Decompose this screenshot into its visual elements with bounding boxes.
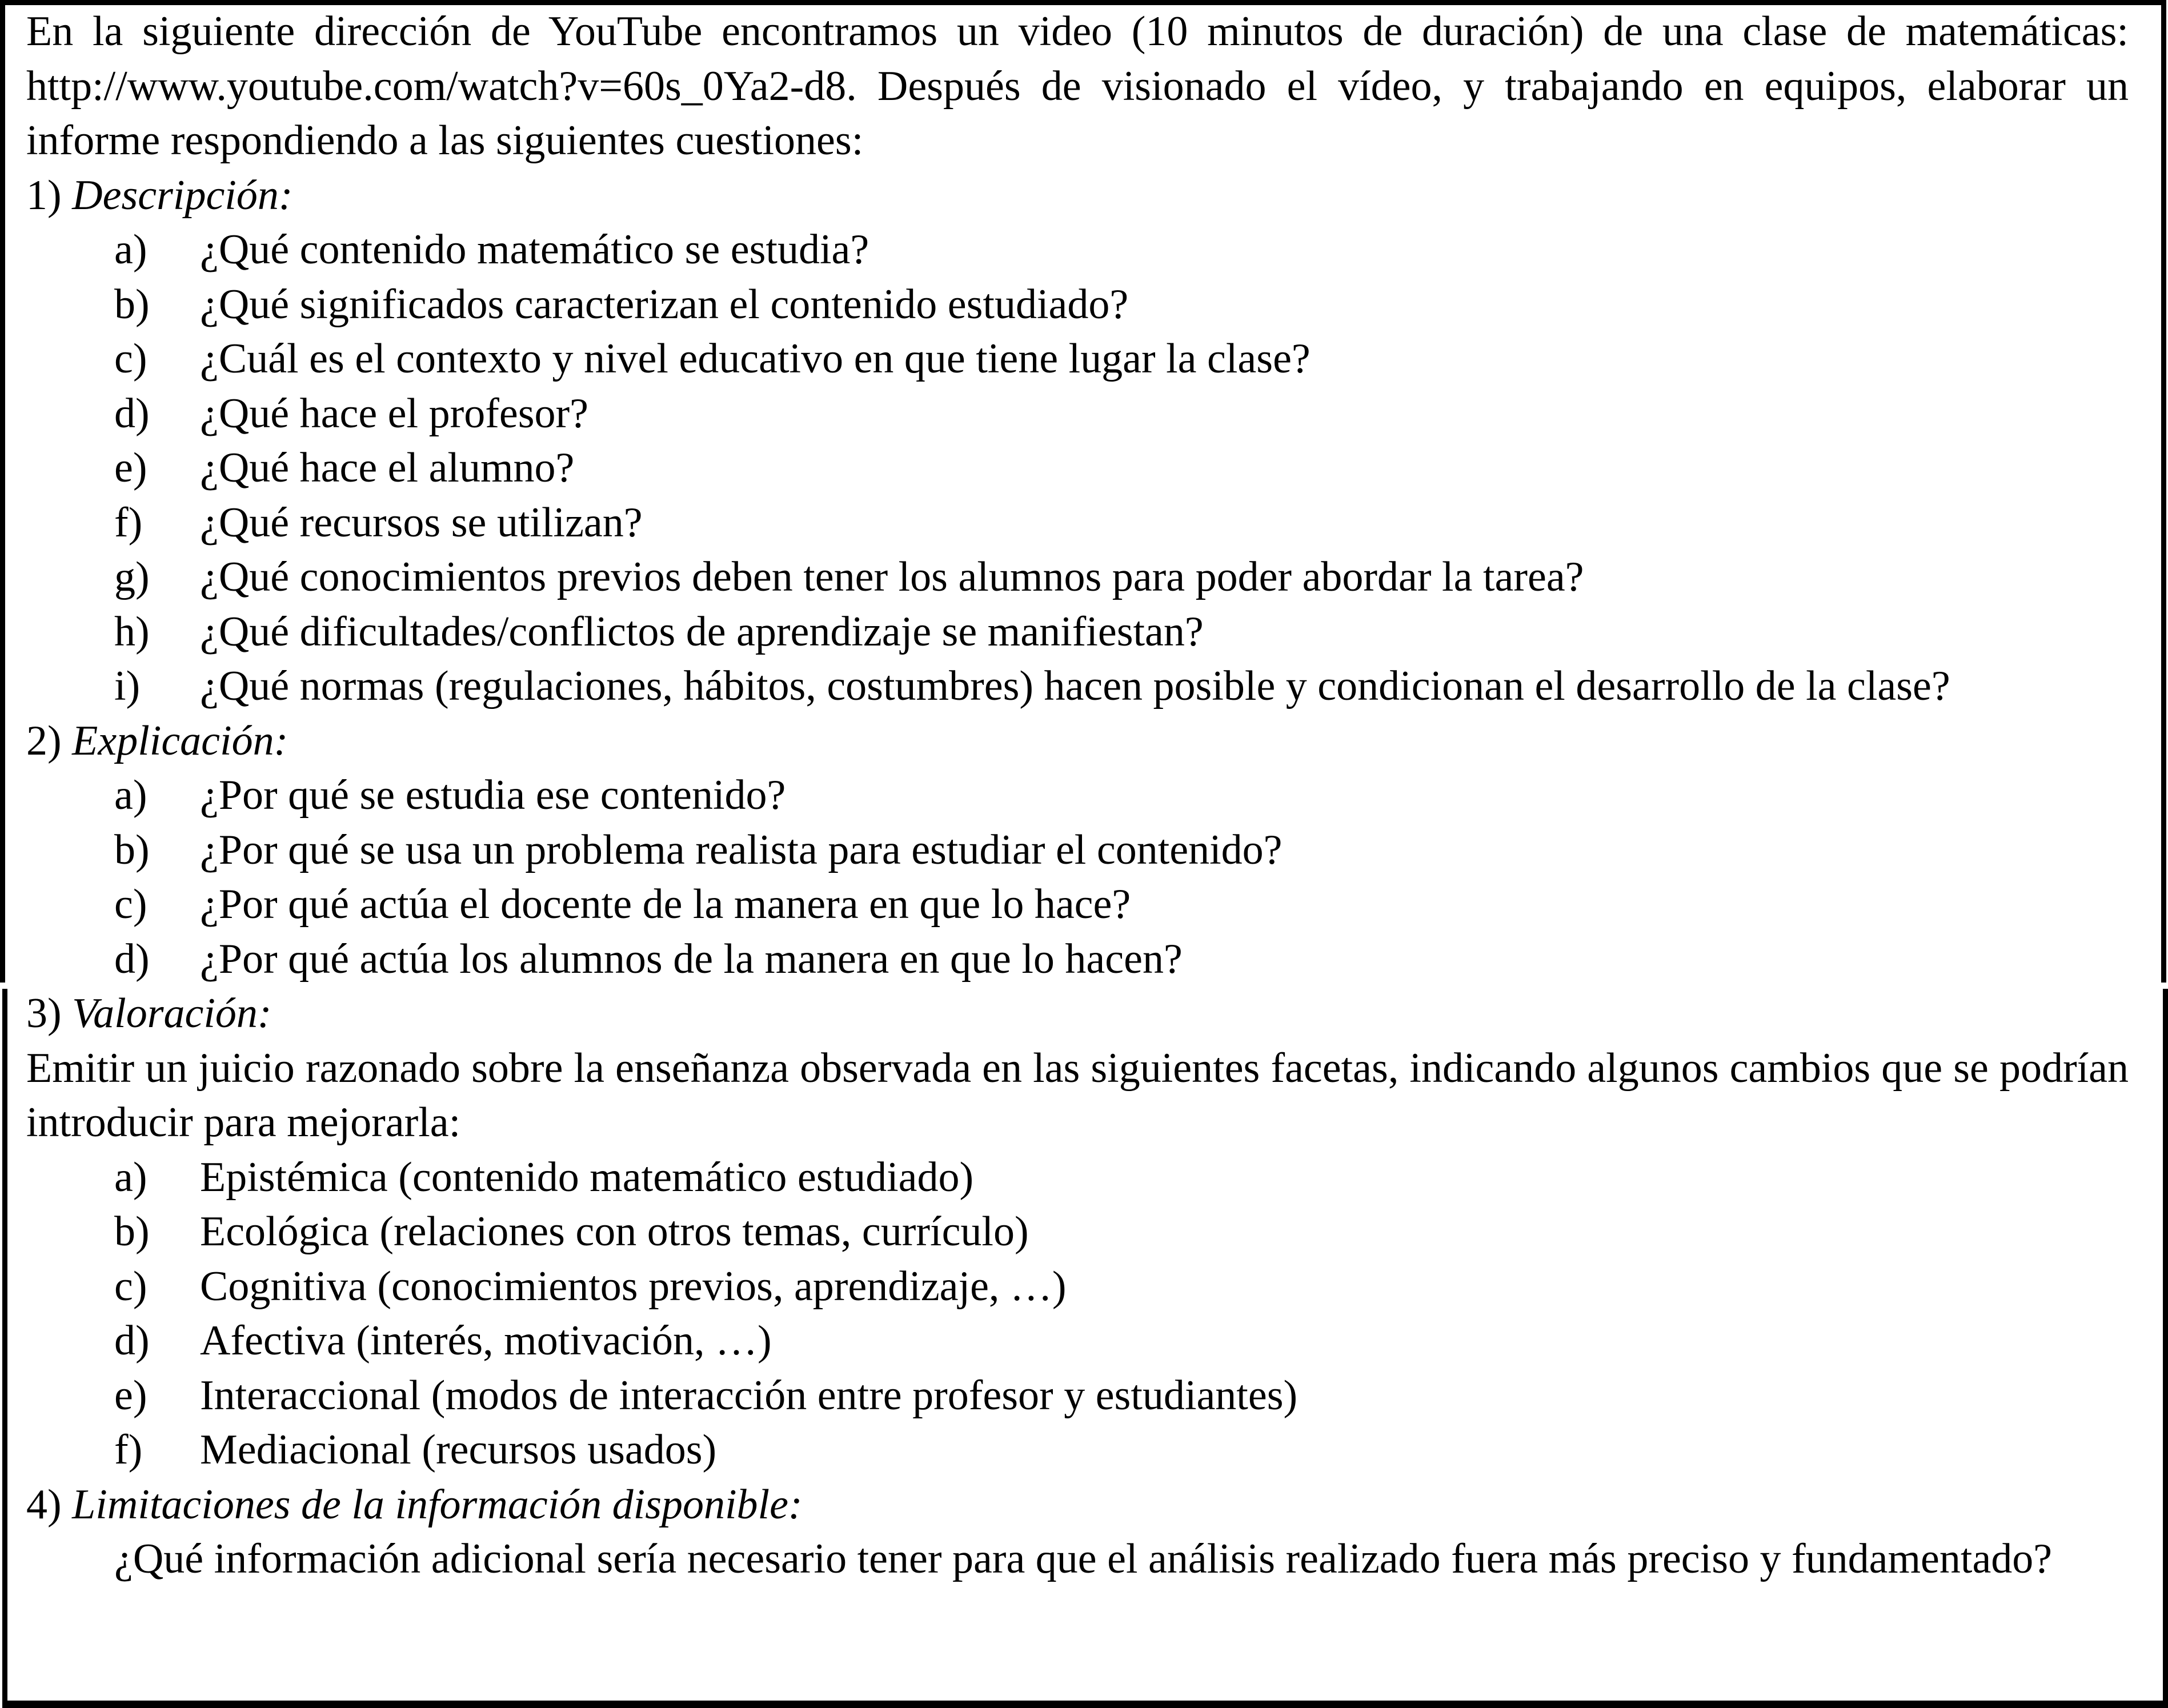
item-label: a) [114, 772, 147, 819]
item-label: d) [114, 390, 150, 437]
document-content [26, 5, 2129, 1587]
item-label: b) [114, 826, 150, 873]
section-4-body: ¿Qué información adicional sería necesario tener para que el análisis realizado fuera más preciso y fundamentado? [114, 1535, 2053, 1582]
item-text: ¿Qué hace el alumno? [200, 444, 575, 491]
list-item [26, 1423, 2129, 1478]
item-text: ¿Qué recursos se utilizan? [200, 499, 643, 546]
section-2-heading [26, 714, 2129, 769]
list-item [26, 1150, 2129, 1205]
section-2-number: 2) [26, 717, 62, 764]
list-item [26, 1314, 2129, 1369]
list-item [26, 441, 2129, 496]
section-1-title: Descripción: [72, 171, 293, 219]
item-text: ¿Por qué actúa los alumnos de la manera en que lo hacen? [200, 935, 1183, 983]
item-text: ¿Qué normas (regulaciones, hábitos, costumbres) hacen posible y condicionan el desarrollo de la clase? [200, 663, 1950, 709]
list-item [26, 1205, 2129, 1260]
item-label: c) [114, 1262, 147, 1310]
item-text: ¿Qué contenido matemático se estudia? [200, 226, 869, 273]
list-item [26, 550, 2129, 605]
item-label: f) [114, 1426, 143, 1473]
list-item [26, 278, 2129, 332]
list-item [26, 1369, 2129, 1424]
item-text: ¿Qué hace el profesor? [200, 390, 588, 437]
list-item [26, 659, 2129, 714]
item-label: c) [114, 881, 147, 928]
list-item [26, 877, 2129, 932]
section-3-number: 3) [26, 990, 62, 1037]
item-label: d) [114, 1317, 150, 1364]
list-item [26, 223, 2129, 278]
item-label: d) [114, 935, 150, 983]
item-text: Mediacional (recursos usados) [200, 1426, 717, 1473]
item-label: b) [114, 1208, 150, 1255]
section-3-title: Valoración: [72, 990, 272, 1037]
intro-paragraph: En la siguiente dirección de YouTube encontramos un video (10 minutos de duración) de una clase de matemáticas: http://www.youtube.com/watch?v=60s_0Ya2-d8. Después de visionado el vídeo, y trabajando en equipos, elaborar un informe respondiendo a las siguientes cuestiones: [26, 8, 2129, 164]
item-label: a) [114, 1153, 147, 1201]
item-label: g) [114, 554, 150, 600]
item-text: ¿Cuál es el contexto y nivel educativo en que tiene lugar la clase? [200, 335, 1311, 382]
list-item [26, 823, 2129, 878]
item-label: f) [114, 499, 143, 546]
item-text: ¿Qué dificultades/conflictos de aprendizaje se manifiestan? [200, 608, 1204, 655]
item-label: c) [114, 335, 147, 382]
item-text: Afectiva (interés, motivación, …) [200, 1317, 772, 1364]
item-label: i) [114, 663, 141, 709]
list-item [26, 387, 2129, 442]
item-text: ¿Por qué se estudia ese contenido? [200, 772, 786, 819]
section-1-number: 1) [26, 171, 62, 219]
section-4-title: Limitaciones de la información disponible: [72, 1481, 803, 1528]
item-text: Ecológica (relaciones con otros temas, currículo) [200, 1208, 1029, 1255]
item-label: h) [114, 608, 150, 655]
item-text: ¿Qué conocimientos previos deben tener los alumnos para poder abordar la tarea? [200, 554, 1584, 600]
section-3-intro-paragraph: Emitir un juicio razonado sobre la enseñanza observada en las siguientes facetas, indicando algunos cambios que se podrían introducir para mejorarla: [26, 1044, 2129, 1146]
section-2-title: Explicación: [72, 717, 288, 764]
item-label: a) [114, 226, 147, 273]
item-text: ¿Qué significados caracterizan el contenido estudiado? [200, 280, 1129, 328]
list-item [26, 605, 2129, 660]
item-label: e) [114, 1372, 147, 1419]
item-text: Epistémica (contenido matemático estudiado) [200, 1153, 974, 1201]
item-text: Cognitiva (conocimientos previos, aprendizaje, …) [200, 1262, 1067, 1310]
list-item [26, 332, 2129, 387]
list-item [26, 768, 2129, 823]
section-1-heading [26, 169, 2129, 223]
item-label: b) [114, 280, 150, 328]
item-text: ¿Por qué se usa un problema realista para estudiar el contenido? [200, 826, 1283, 873]
item-text: ¿Por qué actúa el docente de la manera en que lo hace? [200, 881, 1131, 928]
list-item [26, 932, 2129, 987]
section-3-heading [26, 987, 2129, 1041]
item-text: Interaccional (modos de interacción entre profesor y estudiantes) [200, 1372, 1298, 1419]
list-item [26, 1260, 2129, 1314]
section-4-number: 4) [26, 1481, 62, 1528]
section-4-heading [26, 1478, 2129, 1533]
list-item [26, 496, 2129, 551]
item-label: e) [114, 444, 147, 491]
